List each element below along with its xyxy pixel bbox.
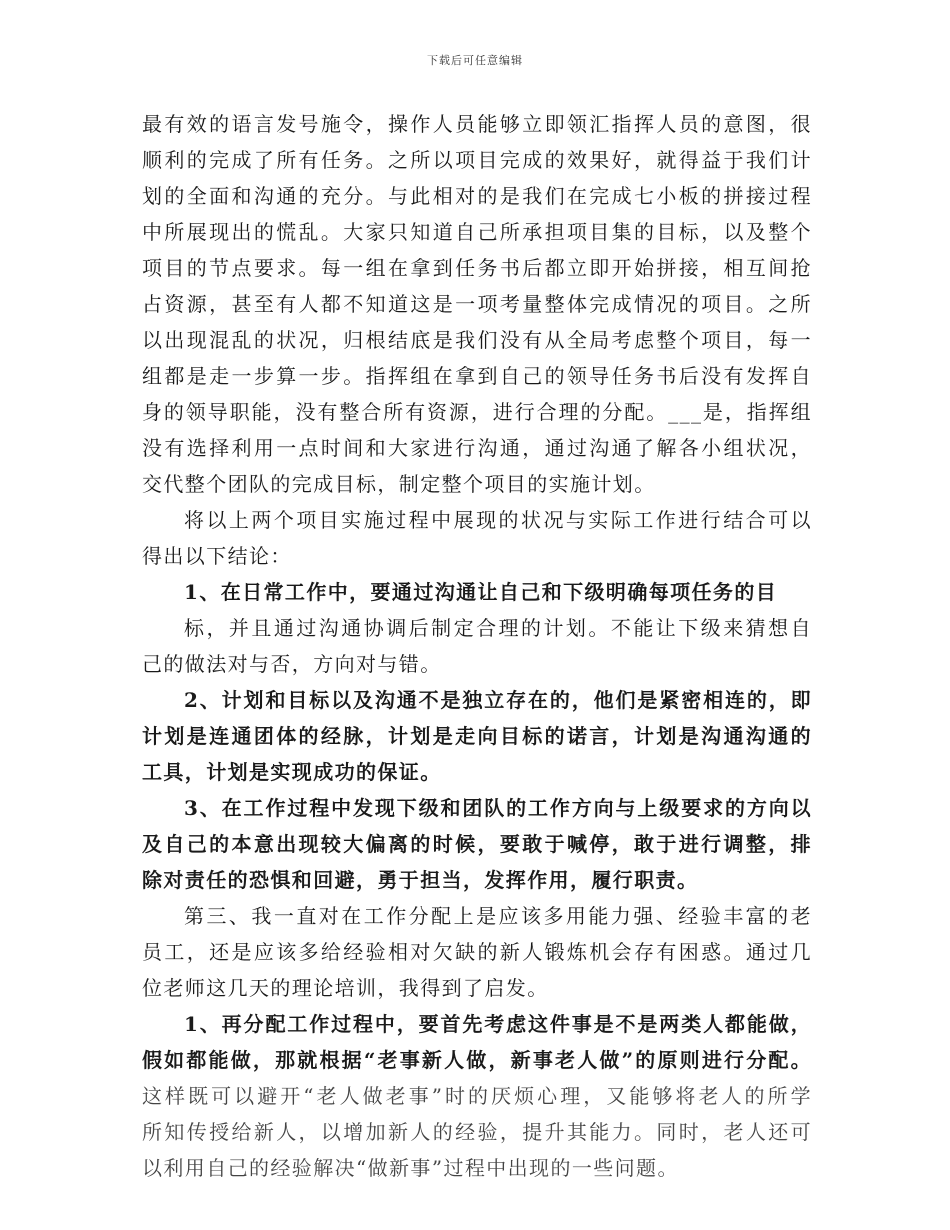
body-line: 这样既可以避开“老人做老事”时的厌烦心理，又能够将老人的所学 (142, 1084, 812, 1108)
body-line: 得出以下结论： (142, 544, 292, 568)
body-line: 以出现混乱的状况，归根结底是我们没有从全局考虑整个项目，每一 (142, 328, 812, 352)
conclusion-3-line: 除对责任的恐惧和回避，勇于担当，发挥作用，履行职责。 (142, 868, 699, 892)
body-line: 划的全面和沟通的充分。与此相对的是我们在完成七小板的拼接过程 (142, 184, 812, 208)
assignment-1-line: 1、再分配工作过程中，要首先考虑这件事是不是两类人都能做， (184, 1012, 812, 1036)
body-line: 交代整个团队的完成目标，制定整个项目的实施计划。 (142, 472, 656, 496)
body-line: 第三、我一直对在工作分配上是应该多用能力强、经验丰富的老 (184, 904, 812, 928)
body-line: 身的领导职能，没有整合所有资源，进行合理的分配。___是，指挥组 (142, 400, 812, 424)
body-line: 项目的节点要求。每一组在拿到任务书后都立即开始拼接，相互间抢 (142, 256, 812, 280)
body-line: 以利用自己的经验解决“做新事”过程中出现的一些问题。 (142, 1156, 679, 1180)
conclusion-2-line: 计划是连通团体的经脉，计划是走向目标的诺言，计划是沟通沟通的 (142, 724, 812, 748)
conclusion-3-line: 及自己的本意出现较大偏离的时候，要敢于喊停，敢于进行调整，排 (142, 832, 812, 856)
body-line: 最有效的语言发号施令，操作人员能够立即领汇指挥人员的意图，很 (142, 112, 812, 136)
body-line: 所知传授给新人，以增加新人的经验，提升其能力。同时，老人还可 (142, 1120, 812, 1144)
conclusion-2-line: 2、计划和目标以及沟通不是独立存在的，他们是紧密相连的，即 (184, 688, 812, 712)
body-line: 己的做法对与否，方向对与错。 (142, 652, 442, 676)
assignment-1-line: 假如都能做，那就根据“老事新人做，新事老人做”的原则进行分配。 (142, 1048, 812, 1072)
body-line: 员工，还是应该多给经验相对欠缺的新人锻炼机会存有困惑。通过几 (142, 940, 812, 964)
body-line: 将以上两个项目实施过程中展现的状况与实际工作进行结合可以 (184, 508, 812, 532)
conclusion-1-line: 1、在日常工作中，要通过沟通让自己和下级明确每项任务的目 (184, 580, 778, 604)
body-line: 中所展现出的慌乱。大家只知道自己所承担项目集的目标，以及整个 (142, 220, 812, 244)
body-line: 占资源，甚至有人都不知道这是一项考量整体完成情况的项目。之所 (142, 292, 812, 316)
conclusion-3-line: 3、在工作过程中发现下级和团队的工作方向与上级要求的方向以 (184, 796, 812, 820)
page-header: 下载后可任意编辑 (427, 54, 523, 67)
body-line: 顺利的完成了所有任务。之所以项目完成的效果好，就得益于我们计 (142, 148, 812, 172)
body-line: 没有选择利用一点时间和大家进行沟通，通过沟通了解各小组状况， (142, 436, 812, 460)
document-body (142, 106, 812, 1186)
conclusion-2-line: 工具，计划是实现成功的保证。 (142, 760, 442, 784)
body-line: 组都是走一步算一步。指挥组在拿到自己的领导任务书后没有发挥自 (142, 364, 812, 388)
body-line: 标，并且通过沟通协调后制定合理的计划。不能让下级来猜想自 (184, 616, 812, 640)
body-line: 位老师这几天的理论培训，我得到了启发。 (142, 976, 549, 1000)
